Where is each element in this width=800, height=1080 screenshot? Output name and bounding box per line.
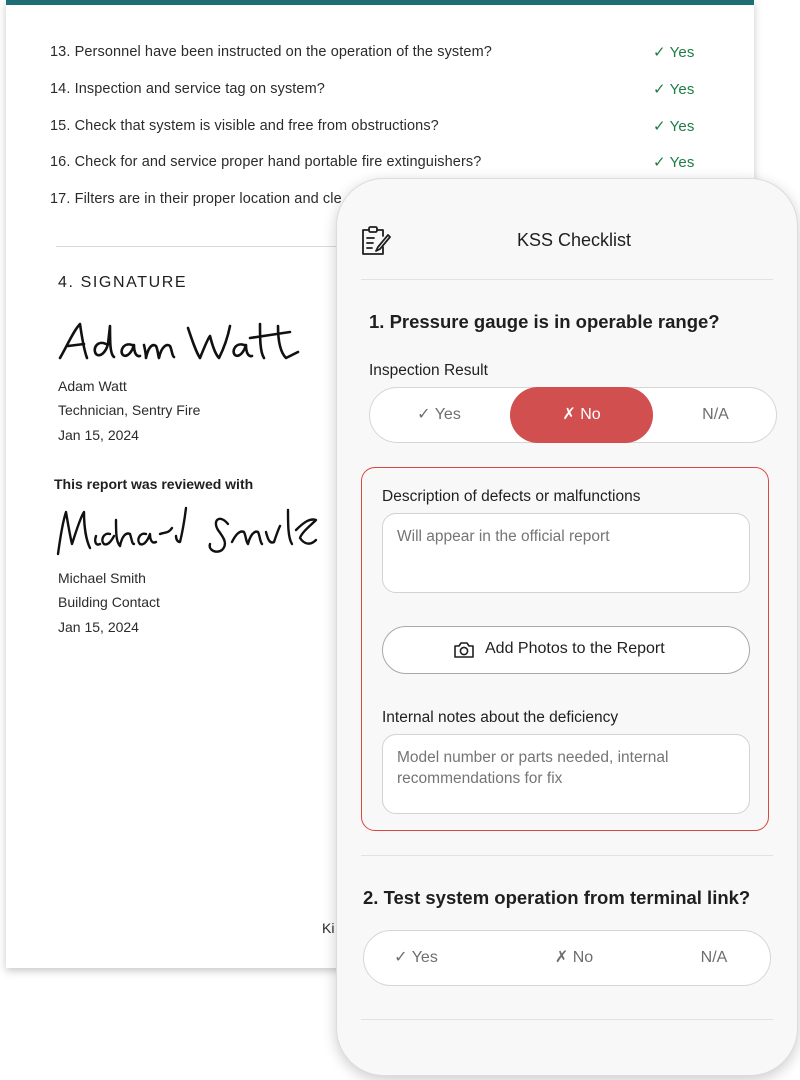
- report-footer-text: Ki: [322, 920, 335, 936]
- result-no-option[interactable]: ✗ No: [510, 387, 653, 443]
- checklist-row: [50, 42, 710, 66]
- add-photos-label: Add Photos to the Report: [485, 640, 665, 657]
- checklist-row: [50, 79, 710, 103]
- internal-notes-label: Internal notes about the deficiency: [382, 709, 619, 726]
- item-answer: ✓ Yes: [653, 118, 695, 135]
- header-divider: [361, 279, 773, 280]
- item-answer: ✓ Yes: [653, 154, 695, 171]
- checklist-row: [50, 152, 710, 176]
- q2-na-option[interactable]: N/A: [700, 949, 728, 966]
- signature-heading: 4. SIGNATURE: [58, 274, 188, 291]
- result-yes-option[interactable]: ✓ Yes: [417, 406, 461, 423]
- contact-signature-image: [52, 500, 322, 562]
- defects-label: Description of defects or malfunctions: [382, 488, 641, 505]
- report-accent-bar: [6, 0, 754, 5]
- item-question: Check that system is visible and free from obstructions?: [74, 118, 439, 134]
- reviewed-with-label: This report was reviewed with: [54, 476, 254, 492]
- defects-description-input[interactable]: [382, 513, 750, 593]
- item-number: 14.: [50, 81, 71, 97]
- question-2-title: 2. Test system operation from terminal link?: [363, 887, 751, 908]
- deficiency-details-panel: [361, 467, 769, 831]
- question-1-title: 1. Pressure gauge is in operable range?: [369, 311, 720, 332]
- item-answer: ✓ Yes: [653, 81, 695, 98]
- technician-name: Adam Watt: [58, 378, 127, 394]
- item-number: 17.: [50, 191, 71, 207]
- question-divider: [361, 855, 773, 856]
- checklist-row: [50, 116, 710, 140]
- technician-title: Technician, Sentry Fire: [58, 402, 201, 418]
- item-number: 15.: [50, 118, 71, 134]
- item-question: Filters are in their proper location and cle: [74, 191, 342, 207]
- contact-date: Jan 15, 2024: [58, 619, 139, 635]
- item-number: 16.: [50, 154, 71, 170]
- technician-date: Jan 15, 2024: [58, 427, 139, 443]
- q2-no-option[interactable]: ✗ No: [554, 949, 594, 966]
- contact-name: Michael Smith: [58, 570, 146, 586]
- section-divider: [56, 246, 348, 247]
- item-answer: ✓ Yes: [653, 44, 695, 61]
- item-question: Check for and service proper hand portable fire extinguishers?: [74, 154, 482, 170]
- item-question: Inspection and service tag on system?: [74, 81, 325, 97]
- question-2-result-selector: [363, 930, 771, 986]
- technician-signature-image: [54, 314, 304, 370]
- app-title: KSS Checklist: [516, 230, 632, 250]
- inspection-result-selector: [369, 387, 777, 443]
- question-divider: [361, 1019, 773, 1020]
- item-question: Personnel have been instructed on the operation of the system?: [74, 44, 492, 60]
- camera-icon: [453, 640, 475, 660]
- internal-notes-input[interactable]: [382, 734, 750, 814]
- inspection-result-label: Inspection Result: [369, 362, 488, 379]
- result-na-option[interactable]: N/A: [702, 406, 729, 423]
- item-number: 13.: [50, 44, 71, 60]
- q2-yes-option[interactable]: ✓ Yes: [394, 949, 438, 966]
- mobile-checklist-app: [336, 178, 798, 1076]
- contact-title: Building Contact: [58, 594, 160, 610]
- add-photos-button[interactable]: [382, 626, 750, 674]
